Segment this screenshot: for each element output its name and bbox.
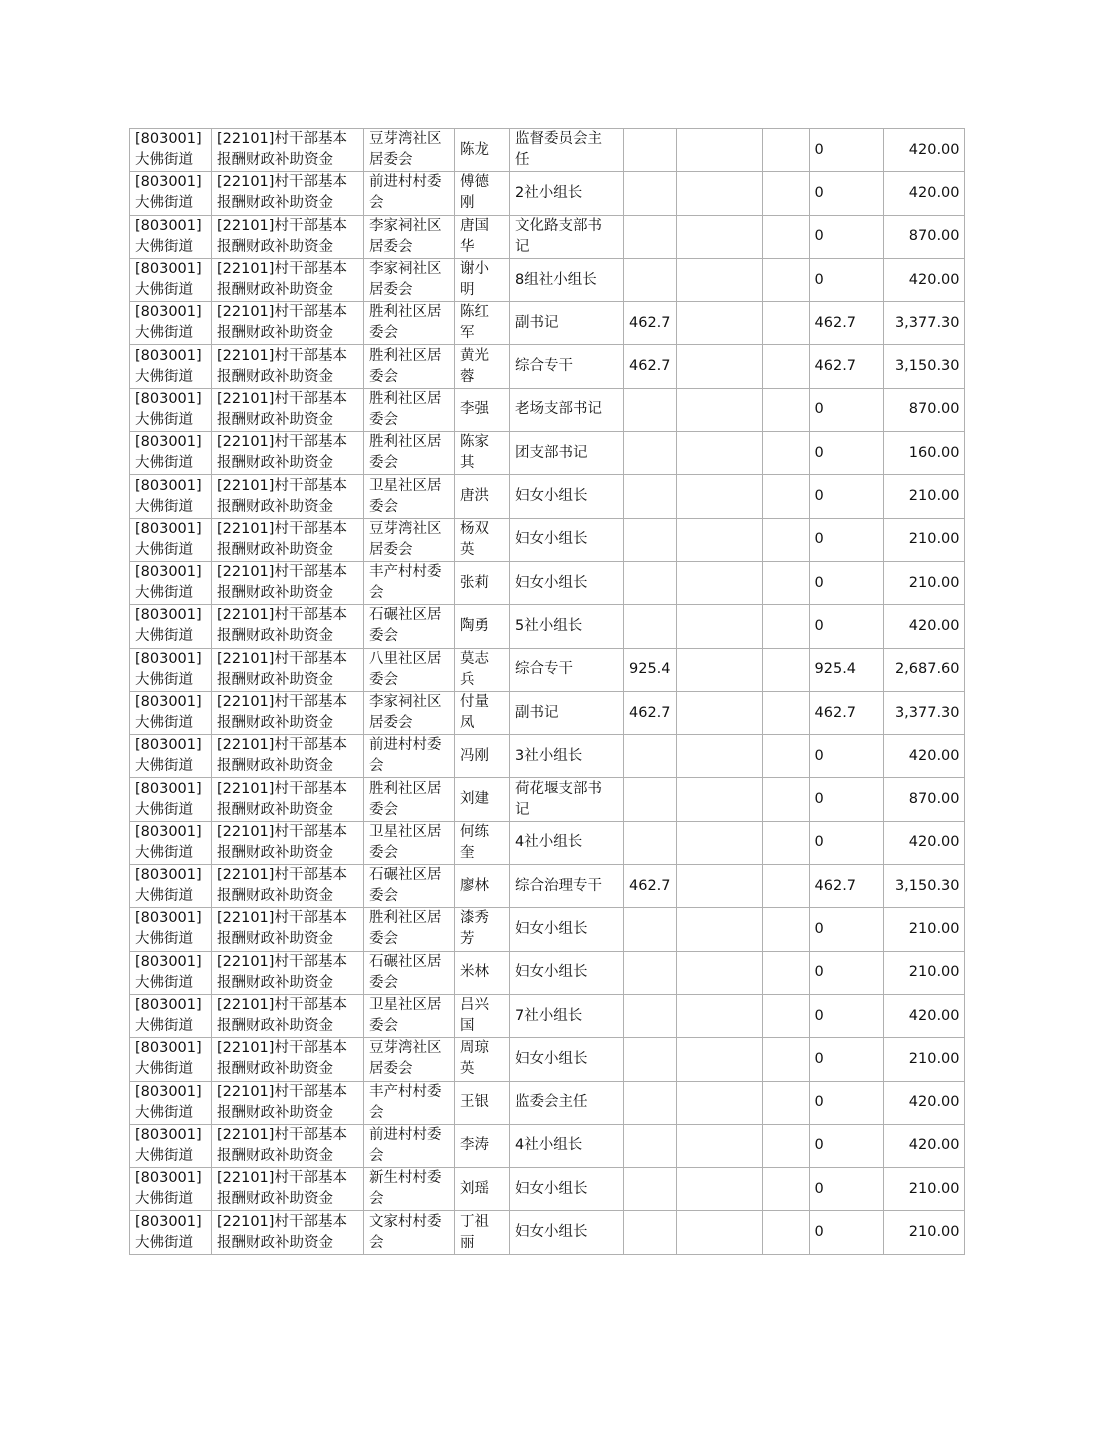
total-cell: 420.00 [883,735,964,778]
fund-cell: [22101]村干部基本 报酬财政补助资金 [212,951,364,994]
fund-cell: [22101]村干部基本 报酬财政补助资金 [212,865,364,908]
fund-cell: [22101]村干部基本 报酬财政补助资金 [212,778,364,821]
committee-cell: 胜利社区居 委会 [364,908,455,951]
total-cell: 210.00 [883,475,964,518]
amount-c-cell [762,1211,809,1254]
subtotal-cell: 0 [809,1124,883,1167]
position-cell: 妇女小组长 [510,951,624,994]
table-row [130,821,965,864]
amount-a-cell [624,994,677,1037]
position-cell: 4社小组长 [510,821,624,864]
fund-cell: [22101]村干部基本 报酬财政补助资金 [212,561,364,604]
org-cell: [803001] 大佛街道 [130,778,212,821]
total-cell: 420.00 [883,258,964,301]
subtotal-cell: 0 [809,1038,883,1081]
person-name-cell: 何练 奎 [455,821,510,864]
person-name-cell: 陶勇 [455,605,510,648]
org-cell: [803001] 大佛街道 [130,258,212,301]
person-name-cell: 杨双 英 [455,518,510,561]
subtotal-cell: 0 [809,908,883,951]
amount-b-cell [676,172,762,215]
org-cell: [803001] 大佛街道 [130,691,212,734]
position-cell: 4社小组长 [510,1124,624,1167]
table-row [130,1038,965,1081]
fund-cell: [22101]村干部基本 报酬财政补助资金 [212,475,364,518]
total-cell: 420.00 [883,129,964,172]
person-name-cell: 陈红 军 [455,302,510,345]
amount-c-cell [762,994,809,1037]
total-cell: 210.00 [883,561,964,604]
committee-cell: 卫星社区居 委会 [364,475,455,518]
position-cell: 8组社小组长 [510,258,624,301]
amount-a-cell [624,172,677,215]
total-cell: 3,377.30 [883,302,964,345]
fund-cell: [22101]村干部基本 报酬财政补助资金 [212,1168,364,1211]
committee-cell: 胜利社区居 委会 [364,432,455,475]
amount-b-cell [676,1038,762,1081]
person-name-cell: 刘建 [455,778,510,821]
org-cell: [803001] 大佛街道 [130,215,212,258]
amount-c-cell [762,605,809,648]
subtotal-cell: 0 [809,388,883,431]
table-row [130,475,965,518]
fund-cell: [22101]村干部基本 报酬财政补助资金 [212,821,364,864]
amount-c-cell [762,735,809,778]
committee-cell: 前进村村委 会 [364,735,455,778]
org-cell: [803001] 大佛街道 [130,605,212,648]
committee-cell: 卫星社区居 委会 [364,821,455,864]
fund-cell: [22101]村干部基本 报酬财政补助资金 [212,735,364,778]
table-row [130,215,965,258]
subtotal-cell: 0 [809,172,883,215]
amount-c-cell [762,908,809,951]
position-cell: 综合治理专干 [510,865,624,908]
amount-c-cell [762,951,809,994]
amount-b-cell [676,1168,762,1211]
person-name-cell: 傅德 刚 [455,172,510,215]
subtotal-cell: 462.7 [809,302,883,345]
total-cell: 420.00 [883,1124,964,1167]
amount-a-cell [624,951,677,994]
position-cell: 综合专干 [510,345,624,388]
amount-b-cell [676,129,762,172]
fund-cell: [22101]村干部基本 报酬财政补助资金 [212,129,364,172]
amount-b-cell [676,735,762,778]
amount-b-cell [676,432,762,475]
amount-b-cell [676,821,762,864]
org-cell: [803001] 大佛街道 [130,172,212,215]
amount-b-cell [676,994,762,1037]
amount-c-cell [762,1081,809,1124]
position-cell: 5社小组长 [510,605,624,648]
amount-c-cell [762,691,809,734]
position-cell: 3社小组长 [510,735,624,778]
amount-a-cell [624,821,677,864]
committee-cell: 李家祠社区 居委会 [364,215,455,258]
org-cell: [803001] 大佛街道 [130,1124,212,1167]
person-name-cell: 张莉 [455,561,510,604]
org-cell: [803001] 大佛街道 [130,129,212,172]
total-cell: 870.00 [883,215,964,258]
committee-cell: 豆芽湾社区 居委会 [364,518,455,561]
org-cell: [803001] 大佛街道 [130,475,212,518]
org-cell: [803001] 大佛街道 [130,302,212,345]
subtotal-cell: 0 [809,129,883,172]
subtotal-cell: 0 [809,778,883,821]
person-name-cell: 漆秀 芳 [455,908,510,951]
table-row [130,345,965,388]
position-cell: 团支部书记 [510,432,624,475]
committee-cell: 卫星社区居 委会 [364,994,455,1037]
committee-cell: 石碾社区居 委会 [364,951,455,994]
total-cell: 870.00 [883,778,964,821]
committee-cell: 前进村村委 会 [364,172,455,215]
total-cell: 420.00 [883,605,964,648]
amount-a-cell [624,778,677,821]
org-cell: [803001] 大佛街道 [130,388,212,431]
total-cell: 870.00 [883,388,964,431]
amount-a-cell [624,258,677,301]
total-cell: 420.00 [883,821,964,864]
org-cell: [803001] 大佛街道 [130,735,212,778]
person-name-cell: 谢小 明 [455,258,510,301]
org-cell: [803001] 大佛街道 [130,1081,212,1124]
amount-c-cell [762,432,809,475]
total-cell: 3,150.30 [883,345,964,388]
subtotal-cell: 0 [809,605,883,648]
amount-c-cell [762,561,809,604]
table-row [130,258,965,301]
table-row [130,605,965,648]
subtotal-cell: 462.7 [809,691,883,734]
total-cell: 420.00 [883,994,964,1037]
org-cell: [803001] 大佛街道 [130,821,212,864]
amount-b-cell [676,475,762,518]
amount-c-cell [762,1038,809,1081]
amount-c-cell [762,475,809,518]
org-cell: [803001] 大佛街道 [130,865,212,908]
total-cell: 3,150.30 [883,865,964,908]
amount-c-cell [762,172,809,215]
fund-cell: [22101]村干部基本 报酬财政补助资金 [212,388,364,431]
committee-cell: 豆芽湾社区 居委会 [364,1038,455,1081]
amount-b-cell [676,778,762,821]
table-row [130,648,965,691]
position-cell: 2社小组长 [510,172,624,215]
person-name-cell: 黄光 蓉 [455,345,510,388]
position-cell: 综合专干 [510,648,624,691]
amount-b-cell [676,908,762,951]
subtotal-cell: 462.7 [809,865,883,908]
subtotal-cell: 0 [809,215,883,258]
table-row [130,951,965,994]
amount-a-cell [624,1211,677,1254]
fund-cell: [22101]村干部基本 报酬财政补助资金 [212,432,364,475]
total-cell: 210.00 [883,1038,964,1081]
table-row [130,432,965,475]
amount-b-cell [676,691,762,734]
amount-c-cell [762,648,809,691]
amount-a-cell [624,432,677,475]
total-cell: 160.00 [883,432,964,475]
fund-cell: [22101]村干部基本 报酬财政补助资金 [212,1211,364,1254]
person-name-cell: 付量 凤 [455,691,510,734]
amount-c-cell [762,1168,809,1211]
committee-cell: 石碾社区居 委会 [364,865,455,908]
person-name-cell: 丁祖 丽 [455,1211,510,1254]
amount-a-cell: 462.7 [624,691,677,734]
table-row [130,302,965,345]
amount-c-cell [762,778,809,821]
total-cell: 210.00 [883,1168,964,1211]
amount-a-cell [624,518,677,561]
amount-c-cell [762,302,809,345]
org-cell: [803001] 大佛街道 [130,648,212,691]
amount-b-cell [676,518,762,561]
person-name-cell: 吕兴 国 [455,994,510,1037]
subtotal-cell: 0 [809,951,883,994]
position-cell: 妇女小组长 [510,1038,624,1081]
fund-cell: [22101]村干部基本 报酬财政补助资金 [212,302,364,345]
position-cell: 妇女小组长 [510,1211,624,1254]
position-cell: 7社小组长 [510,994,624,1037]
data-table [129,128,965,1255]
person-name-cell: 莫志 兵 [455,648,510,691]
amount-b-cell [676,215,762,258]
person-name-cell: 廖林 [455,865,510,908]
table-row [130,388,965,431]
fund-cell: [22101]村干部基本 报酬财政补助资金 [212,691,364,734]
subtotal-cell: 462.7 [809,345,883,388]
committee-cell: 李家祠社区 居委会 [364,258,455,301]
org-cell: [803001] 大佛街道 [130,1211,212,1254]
amount-b-cell [676,388,762,431]
fund-cell: [22101]村干部基本 报酬财政补助资金 [212,172,364,215]
person-name-cell: 陈龙 [455,129,510,172]
amount-a-cell [624,1081,677,1124]
fund-cell: [22101]村干部基本 报酬财政补助资金 [212,1124,364,1167]
committee-cell: 丰产村村委 会 [364,561,455,604]
amount-b-cell [676,1211,762,1254]
amount-c-cell [762,129,809,172]
subtotal-cell: 925.4 [809,648,883,691]
amount-b-cell [676,1081,762,1124]
amount-b-cell [676,951,762,994]
table-body [130,129,965,1255]
position-cell: 老场支部书记 [510,388,624,431]
subtotal-cell: 0 [809,432,883,475]
fund-cell: [22101]村干部基本 报酬财政补助资金 [212,1038,364,1081]
fund-cell: [22101]村干部基本 报酬财政补助资金 [212,605,364,648]
position-cell: 副书记 [510,691,624,734]
amount-a-cell: 925.4 [624,648,677,691]
subtotal-cell: 0 [809,1168,883,1211]
table-row [130,865,965,908]
subtotal-cell: 0 [809,561,883,604]
amount-c-cell [762,518,809,561]
subtotal-cell: 0 [809,1081,883,1124]
amount-b-cell [676,605,762,648]
amount-a-cell [624,735,677,778]
committee-cell: 丰产村村委 会 [364,1081,455,1124]
subtotal-cell: 0 [809,258,883,301]
org-cell: [803001] 大佛街道 [130,1168,212,1211]
committee-cell: 胜利社区居 委会 [364,302,455,345]
amount-b-cell [676,865,762,908]
committee-cell: 八里社区居 委会 [364,648,455,691]
total-cell: 420.00 [883,1081,964,1124]
table-row [130,994,965,1037]
org-cell: [803001] 大佛街道 [130,561,212,604]
fund-cell: [22101]村干部基本 报酬财政补助资金 [212,648,364,691]
table-row [130,129,965,172]
subtotal-cell: 0 [809,994,883,1037]
total-cell: 420.00 [883,172,964,215]
position-cell: 妇女小组长 [510,1168,624,1211]
amount-c-cell [762,258,809,301]
committee-cell: 文家村村委 会 [364,1211,455,1254]
amount-a-cell [624,908,677,951]
amount-b-cell [676,561,762,604]
amount-b-cell [676,1124,762,1167]
amount-b-cell [676,302,762,345]
table-row [130,518,965,561]
amount-c-cell [762,1124,809,1167]
table-row [130,691,965,734]
position-cell: 副书记 [510,302,624,345]
person-name-cell: 唐洪 [455,475,510,518]
amount-a-cell [624,1124,677,1167]
amount-a-cell [624,129,677,172]
person-name-cell: 陈家 其 [455,432,510,475]
amount-a-cell [624,1168,677,1211]
amount-c-cell [762,388,809,431]
position-cell: 荷花堰支部书 记 [510,778,624,821]
table-row [130,561,965,604]
committee-cell: 胜利社区居 委会 [364,778,455,821]
amount-c-cell [762,865,809,908]
subtotal-cell: 0 [809,821,883,864]
amount-b-cell [676,345,762,388]
table-row [130,1081,965,1124]
amount-a-cell [624,388,677,431]
subtotal-cell: 0 [809,735,883,778]
person-name-cell: 冯刚 [455,735,510,778]
table-row [130,1168,965,1211]
amount-b-cell [676,258,762,301]
fund-cell: [22101]村干部基本 报酬财政补助资金 [212,258,364,301]
person-name-cell: 刘瑶 [455,1168,510,1211]
amount-c-cell [762,215,809,258]
committee-cell: 前进村村委 会 [364,1124,455,1167]
total-cell: 3,377.30 [883,691,964,734]
position-cell: 监委会主任 [510,1081,624,1124]
person-name-cell: 唐国 华 [455,215,510,258]
committee-cell: 新生村村委 会 [364,1168,455,1211]
position-cell: 妇女小组长 [510,908,624,951]
total-cell: 210.00 [883,1211,964,1254]
subtotal-cell: 0 [809,475,883,518]
fund-cell: [22101]村干部基本 报酬财政补助资金 [212,1081,364,1124]
person-name-cell: 周琼 英 [455,1038,510,1081]
table-row [130,908,965,951]
table-row [130,778,965,821]
table-row [130,735,965,778]
committee-cell: 石碾社区居 委会 [364,605,455,648]
position-cell: 妇女小组长 [510,561,624,604]
fund-cell: [22101]村干部基本 报酬财政补助资金 [212,345,364,388]
position-cell: 文化路支部书 记 [510,215,624,258]
amount-a-cell: 462.7 [624,865,677,908]
total-cell: 210.00 [883,908,964,951]
table-row [130,1211,965,1254]
amount-a-cell [624,215,677,258]
subtotal-cell: 0 [809,518,883,561]
org-cell: [803001] 大佛街道 [130,994,212,1037]
fund-cell: [22101]村干部基本 报酬财政补助资金 [212,518,364,561]
total-cell: 210.00 [883,518,964,561]
fund-cell: [22101]村干部基本 报酬财政补助资金 [212,908,364,951]
amount-c-cell [762,345,809,388]
org-cell: [803001] 大佛街道 [130,345,212,388]
org-cell: [803001] 大佛街道 [130,1038,212,1081]
position-cell: 妇女小组长 [510,475,624,518]
amount-a-cell [624,561,677,604]
table-row [130,172,965,215]
fund-cell: [22101]村干部基本 报酬财政补助资金 [212,215,364,258]
amount-a-cell [624,605,677,648]
total-cell: 210.00 [883,951,964,994]
amount-b-cell [676,648,762,691]
org-cell: [803001] 大佛街道 [130,518,212,561]
committee-cell: 豆芽湾社区 居委会 [364,129,455,172]
fund-cell: [22101]村干部基本 报酬财政补助资金 [212,994,364,1037]
position-cell: 监督委员会主 任 [510,129,624,172]
person-name-cell: 李强 [455,388,510,431]
committee-cell: 李家祠社区 居委会 [364,691,455,734]
amount-a-cell: 462.7 [624,345,677,388]
person-name-cell: 李涛 [455,1124,510,1167]
table-row [130,1124,965,1167]
amount-a-cell [624,475,677,518]
person-name-cell: 王银 [455,1081,510,1124]
amount-a-cell: 462.7 [624,302,677,345]
amount-a-cell [624,1038,677,1081]
amount-c-cell [762,821,809,864]
person-name-cell: 米林 [455,951,510,994]
committee-cell: 胜利社区居 委会 [364,388,455,431]
subtotal-cell: 0 [809,1211,883,1254]
org-cell: [803001] 大佛街道 [130,908,212,951]
org-cell: [803001] 大佛街道 [130,432,212,475]
position-cell: 妇女小组长 [510,518,624,561]
committee-cell: 胜利社区居 委会 [364,345,455,388]
total-cell: 2,687.60 [883,648,964,691]
org-cell: [803001] 大佛街道 [130,951,212,994]
